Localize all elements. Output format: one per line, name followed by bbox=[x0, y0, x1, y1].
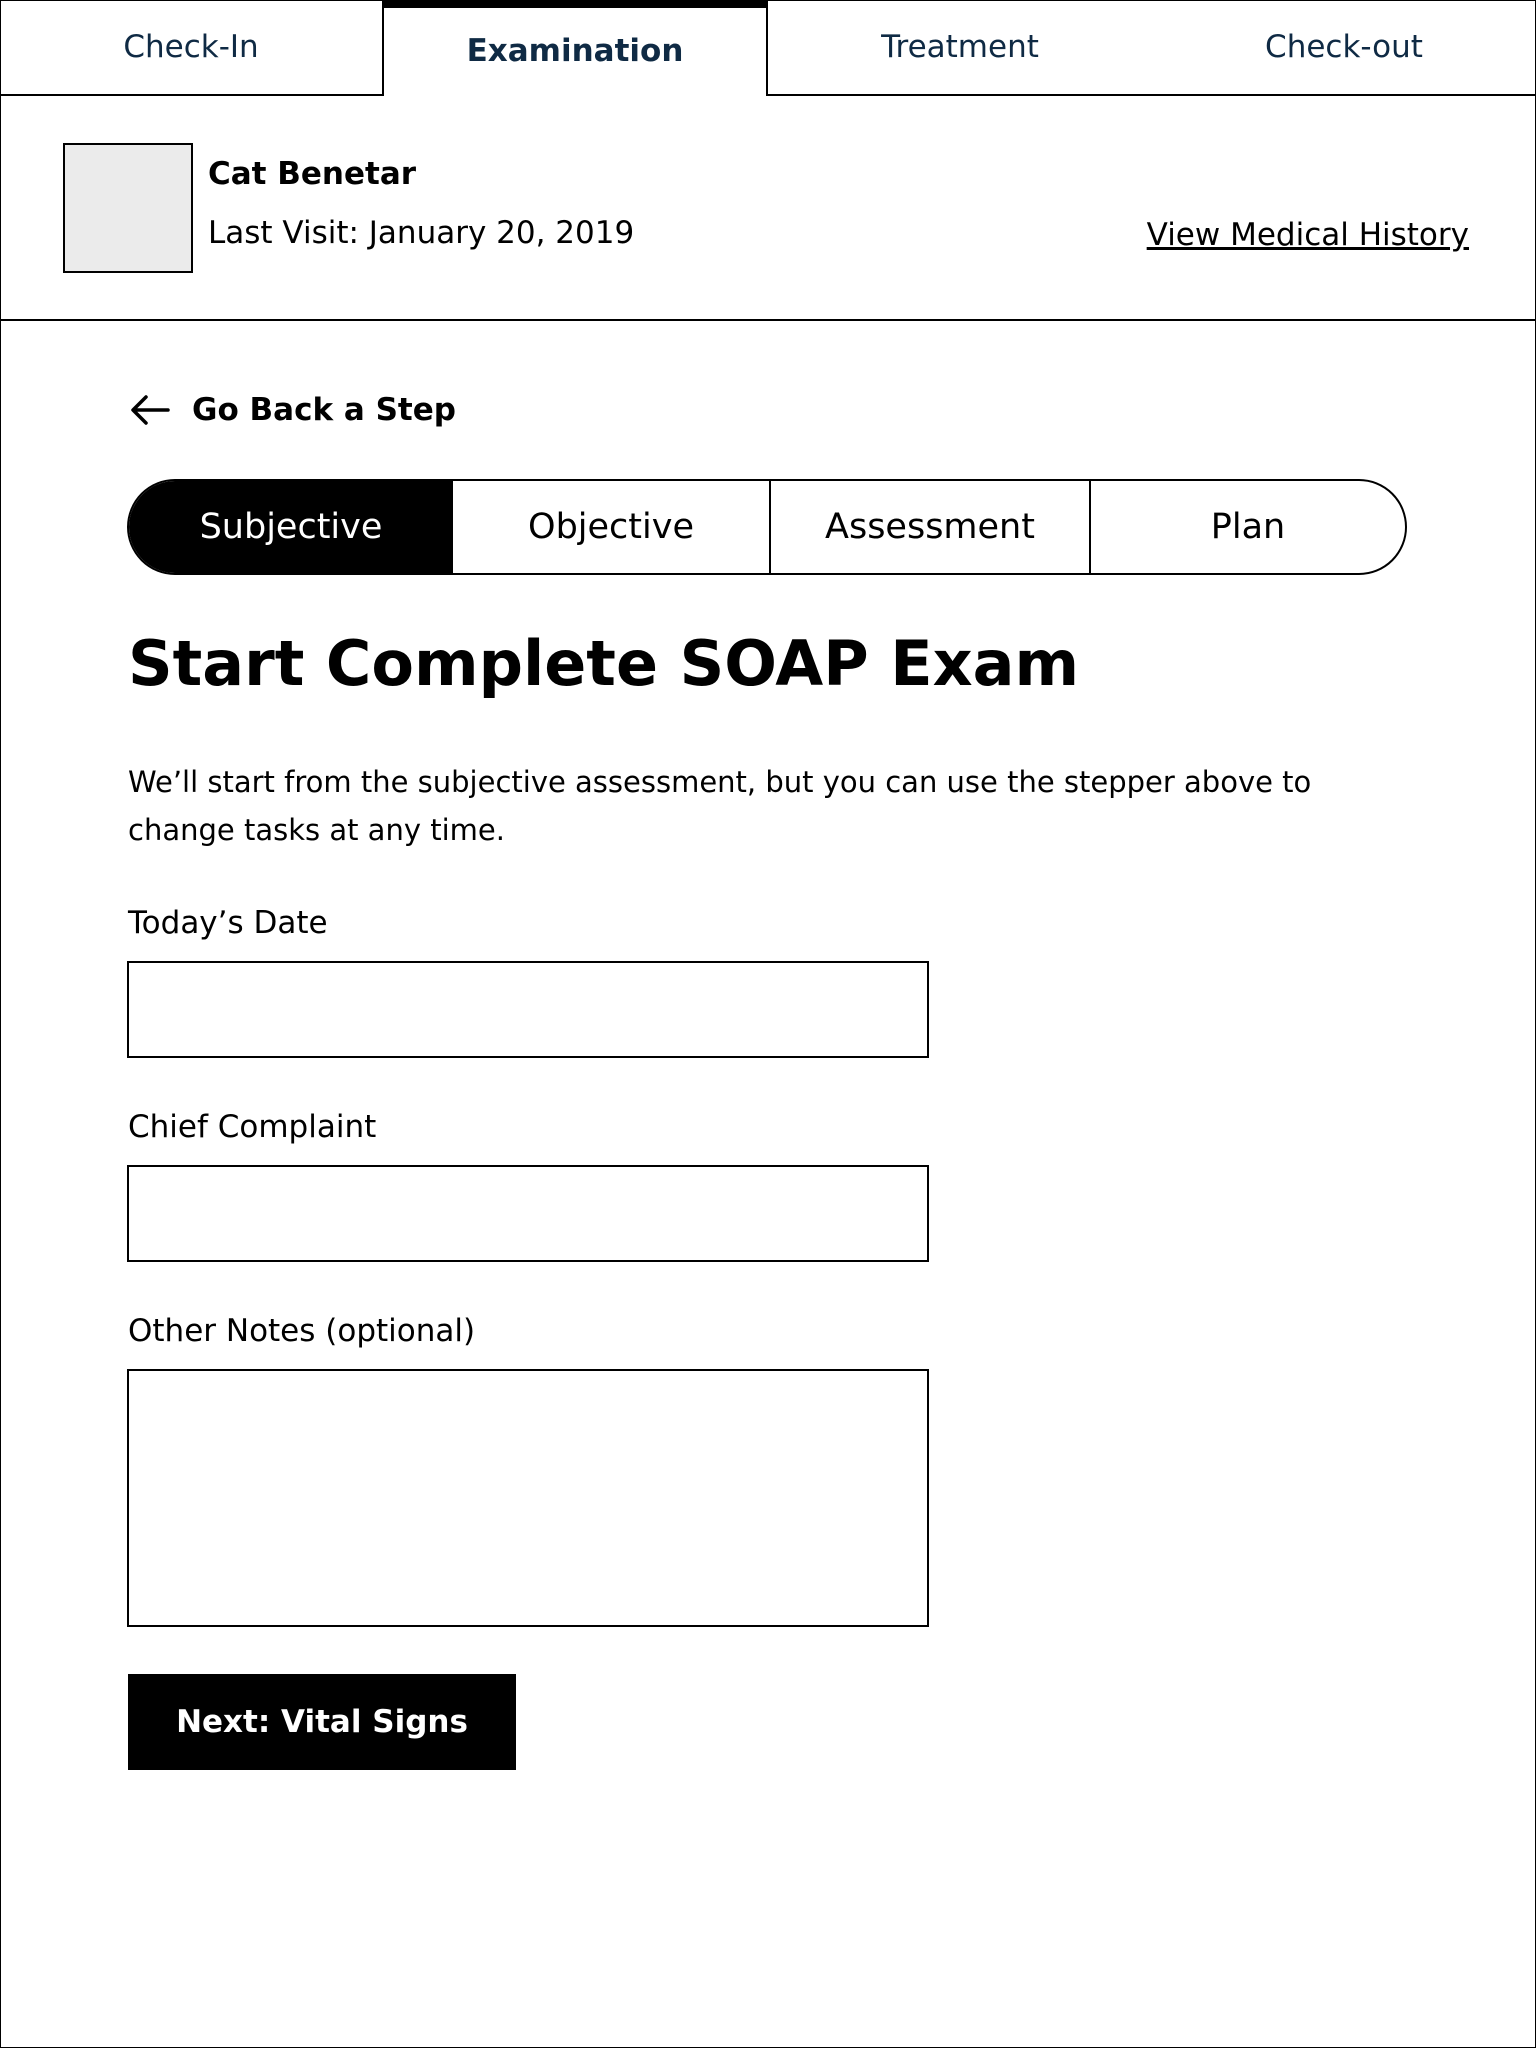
step-assessment[interactable]: Assessment bbox=[771, 481, 1091, 573]
other-notes-textarea[interactable] bbox=[127, 1369, 929, 1627]
tab-treatment[interactable]: Treatment bbox=[768, 0, 1152, 96]
patient-avatar bbox=[63, 143, 193, 273]
next-vital-signs-button[interactable]: Next: Vital Signs bbox=[128, 1674, 516, 1770]
workflow-tabs bbox=[0, 0, 1536, 96]
go-back-label: Go Back a Step bbox=[192, 392, 456, 428]
arrow-left-icon bbox=[128, 392, 172, 428]
chief-complaint-label: Chief Complaint bbox=[128, 1109, 377, 1145]
tab-check-in[interactable]: Check-In bbox=[0, 0, 384, 96]
view-medical-history-link[interactable]: View Medical History bbox=[1146, 217, 1469, 253]
patient-name: Cat Benetar bbox=[208, 156, 417, 192]
date-label: Today’s Date bbox=[128, 905, 328, 941]
tab-examination[interactable]: Examination bbox=[384, 0, 768, 96]
other-notes-label: Other Notes (optional) bbox=[128, 1313, 476, 1349]
step-subjective[interactable]: Subjective bbox=[129, 481, 453, 573]
step-objective[interactable]: Objective bbox=[453, 481, 771, 573]
tab-check-out[interactable]: Check-out bbox=[1152, 0, 1536, 96]
date-input[interactable] bbox=[127, 961, 929, 1058]
chief-complaint-input[interactable] bbox=[127, 1165, 929, 1262]
patient-header bbox=[0, 96, 1536, 321]
go-back-button[interactable] bbox=[128, 386, 456, 434]
soap-stepper bbox=[127, 479, 1407, 575]
intro-text: We’ll start from the subjective assessment, but you can use the stepper above to change tasks at any time. bbox=[128, 765, 1312, 847]
last-visit: Last Visit: January 20, 2019 bbox=[208, 215, 635, 251]
step-plan[interactable]: Plan bbox=[1210, 507, 1286, 547]
page-title: Start Complete SOAP Exam bbox=[128, 627, 1080, 700]
